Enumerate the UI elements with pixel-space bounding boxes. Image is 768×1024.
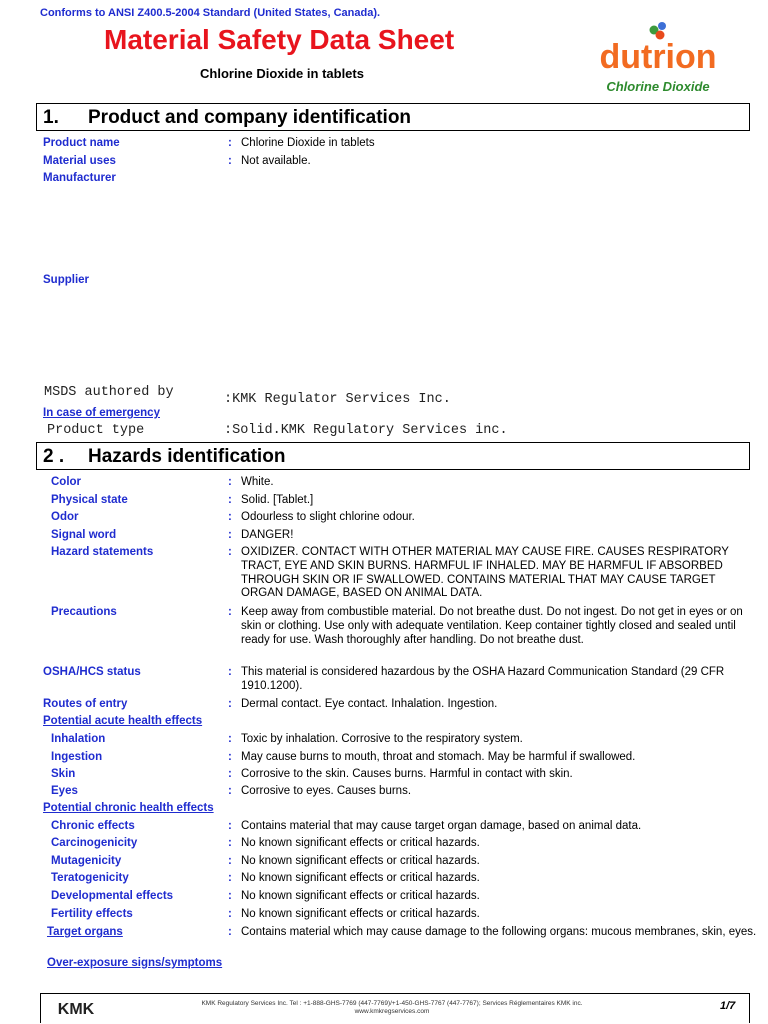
footer-website[interactable]: www.kmkregservices.com bbox=[354, 1008, 430, 1015]
osha-status-colon: : bbox=[228, 666, 232, 678]
mutagenicity-value: No known significant effects or critical hazards. bbox=[241, 855, 480, 867]
inhalation-colon: : bbox=[228, 733, 232, 745]
standard-conformance-note: Conforms to ANSI Z400.5-2004 Standard (United States, Canada). bbox=[40, 7, 381, 19]
physical-state-colon: : bbox=[228, 494, 232, 506]
odor-value: Odourless to slight chlorine odour. bbox=[241, 511, 415, 523]
teratogenicity-value: No known significant effects or critical hazards. bbox=[241, 872, 480, 884]
logo-wordmark: dutrion bbox=[599, 38, 717, 76]
footer-contact-line: KMK Regulatory Services Inc. Tel : +1-888-GHS-7769 (447-7769)/+1-450-GHS-7767 (447-7767); Services Réglementaires KMK inc. bbox=[201, 1000, 583, 1007]
developmental-effects-colon: : bbox=[228, 890, 232, 902]
signal-word-colon: : bbox=[228, 529, 232, 541]
product-name-colon: : bbox=[228, 137, 232, 149]
physical-state-value: Solid. [Tablet.] bbox=[241, 494, 314, 506]
developmental-effects-value: No known significant effects or critical hazards. bbox=[241, 890, 480, 902]
page-number: 1/7 bbox=[720, 1000, 736, 1012]
msds-authored-label: MSDS authored by bbox=[44, 385, 174, 400]
logo-tagline: Chlorine Dioxide bbox=[606, 79, 710, 94]
supplier-label: Supplier bbox=[43, 274, 90, 286]
routes-of-entry-label: Routes of entry bbox=[43, 698, 128, 710]
material-uses-colon: : bbox=[228, 155, 232, 167]
footer-contact bbox=[112, 1000, 672, 1016]
physical-state-label: Physical state bbox=[51, 494, 128, 506]
product-type-value: :Solid.KMK Regulatory Services inc. bbox=[224, 423, 508, 438]
document-subtitle: Chlorine Dioxide in tablets bbox=[200, 66, 364, 81]
fertility-effects-colon: : bbox=[228, 908, 232, 920]
mutagenicity-label: Mutagenicity bbox=[51, 855, 122, 867]
target-organs-value: Contains material which may cause damage to the following organs: mucous membranes, skin, eyes. bbox=[241, 926, 757, 938]
material-uses-label: Material uses bbox=[43, 155, 116, 167]
fertility-effects-value: No known significant effects or critical hazards. bbox=[241, 908, 480, 920]
color-value: White. bbox=[241, 476, 274, 488]
teratogenicity-colon: : bbox=[228, 872, 232, 884]
carcinogenicity-value: No known significant effects or critical hazards. bbox=[241, 837, 480, 849]
hazard-statements-colon: : bbox=[228, 546, 232, 558]
routes-of-entry-value: Dermal contact. Eye contact. Inhalation. Ingestion. bbox=[241, 698, 498, 710]
emergency-link[interactable]: In case of emergency bbox=[43, 407, 160, 419]
target-organs-colon: : bbox=[228, 926, 232, 938]
carcinogenicity-colon: : bbox=[228, 837, 232, 849]
signal-word-value: DANGER! bbox=[241, 529, 294, 541]
chronic-effects-link[interactable]: Potential chronic health effects bbox=[43, 802, 214, 814]
mutagenicity-colon: : bbox=[228, 855, 232, 867]
odor-colon: : bbox=[228, 511, 232, 523]
carcinogenicity-label: Carcinogenicity bbox=[51, 837, 138, 849]
skin-label: Skin bbox=[51, 768, 76, 780]
kmk-logo bbox=[52, 997, 100, 1019]
odor-label: Odor bbox=[51, 511, 79, 523]
teratogenicity-label: Teratogenicity bbox=[51, 872, 129, 884]
ingestion-colon: : bbox=[228, 751, 232, 763]
routes-of-entry-colon: : bbox=[228, 698, 232, 710]
ingestion-label: Ingestion bbox=[51, 751, 103, 763]
osha-status-value: This material is considered hazardous by the OSHA Hazard Communication Standard (29 CFR 1910.1200). bbox=[241, 666, 725, 692]
kmk-logo-text: KMK bbox=[57, 1001, 95, 1018]
eyes-label: Eyes bbox=[51, 785, 78, 797]
document-title: Material Safety Data Sheet bbox=[104, 24, 455, 55]
eyes-colon: : bbox=[228, 785, 232, 797]
section-2-header bbox=[36, 442, 750, 470]
color-label: Color bbox=[51, 476, 82, 488]
msds-authored-value: :KMK Regulator Services Inc. bbox=[224, 392, 451, 407]
target-organs-link[interactable]: Target organs bbox=[47, 926, 123, 938]
osha-status-label: OSHA/HCS status bbox=[43, 666, 141, 678]
acute-effects-link[interactable]: Potential acute health effects bbox=[43, 715, 203, 727]
inhalation-value: Toxic by inhalation. Corrosive to the respiratory system. bbox=[241, 733, 523, 745]
dutrion-logo bbox=[578, 20, 738, 98]
hazard-statements-label: Hazard statements bbox=[51, 546, 154, 558]
section-2-title: Hazards identification bbox=[88, 446, 286, 467]
signal-word-label: Signal word bbox=[51, 529, 117, 541]
color-colon: : bbox=[228, 476, 232, 488]
section-1-title: Product and company identification bbox=[88, 107, 412, 128]
hazard-statements-value: OXIDIZER. CONTACT WITH OTHER MATERIAL MAY CAUSE FIRE. CAUSES RESPIRATORY TRACT, EYE AND SKIN BURNS. HARMFUL IF INHALED. MAY BE HARMFUL IF ABSORBED THROUGH SKIN OR IF SWALLOWED. CONTAINS MATERIAL THAT MAY CAUSE TARGET ORGAN DAMAGE, BASED ON ANIMAL DATA. bbox=[241, 546, 729, 600]
fertility-effects-label: Fertility effects bbox=[51, 908, 133, 920]
inhalation-label: Inhalation bbox=[51, 733, 106, 745]
product-type-label: Product type bbox=[47, 423, 145, 438]
precautions-colon: : bbox=[228, 606, 232, 618]
precautions-label: Precautions bbox=[51, 606, 117, 618]
material-uses-value: Not available. bbox=[241, 155, 311, 167]
skin-colon: : bbox=[228, 768, 232, 780]
ingestion-value: May cause burns to mouth, throat and stomach. May be harmful if swallowed. bbox=[241, 751, 636, 763]
section-2-number: 2 . bbox=[43, 446, 65, 467]
section-1-number: 1. bbox=[43, 107, 59, 128]
chronic-effects-label: Chronic effects bbox=[51, 820, 135, 832]
chronic-effects-colon: : bbox=[228, 820, 232, 832]
product-name-value: Chlorine Dioxide in tablets bbox=[241, 137, 375, 149]
developmental-effects-label: Developmental effects bbox=[51, 890, 174, 902]
product-name-label: Product name bbox=[43, 137, 120, 149]
over-exposure-link[interactable]: Over-exposure signs/symptoms bbox=[47, 957, 223, 969]
chronic-effects-value: Contains material that may cause target organ damage, based on animal data. bbox=[241, 820, 642, 832]
logo-molecule-blue bbox=[658, 22, 666, 30]
eyes-value: Corrosive to eyes. Causes burns. bbox=[241, 785, 412, 797]
section-1-header bbox=[36, 103, 750, 131]
precautions-value: Keep away from combustible material. Do not breathe dust. Do not ingest. Do not get in eyes or on skin or clothing. Use only with adequate ventilation. Keep container tightly closed and sealed until ready for use. Wash thoroughly after handling. Do not breathe dust. bbox=[241, 606, 743, 646]
manufacturer-label: Manufacturer bbox=[43, 172, 116, 184]
skin-value: Corrosive to the skin. Causes burns. Harmful in contact with skin. bbox=[241, 768, 573, 780]
